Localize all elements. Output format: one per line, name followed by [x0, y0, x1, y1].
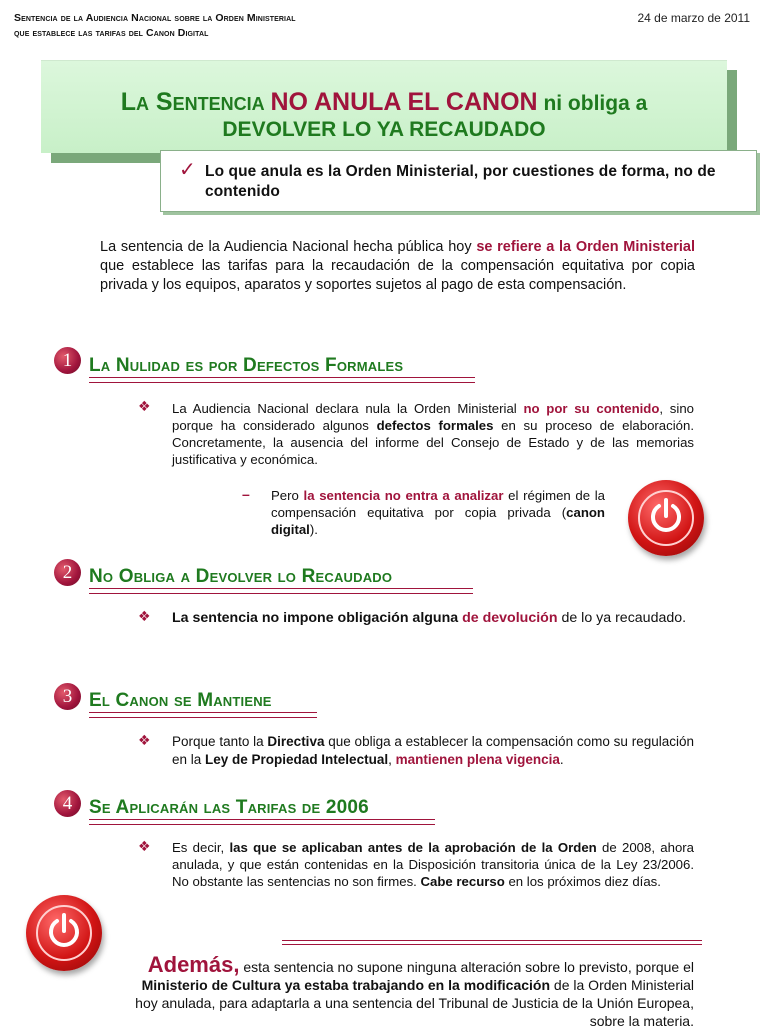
section-title-2: No Obliga a Devolver lo Recaudado — [89, 566, 393, 587]
diamond-bullet-icon: ❖ — [138, 608, 151, 624]
s1-sub-a: Pero — [271, 488, 304, 503]
s3-text-e: , — [388, 752, 396, 767]
header-date: 24 de marzo de 2011 — [637, 11, 750, 25]
footer-text-c: de la Orden Ministerial hoy anulada, para adaptarla a una sentencia del Tribunal de Justicia de la Unión Europea, sobre la materia. — [135, 977, 694, 1029]
section-number-2: 2 — [54, 559, 81, 586]
section-underline-1 — [89, 377, 475, 383]
headline-line2: DEVOLVER LO YA RECAUDADO — [222, 118, 546, 141]
s4-text-d: Cabe recurso — [420, 874, 505, 889]
document-header — [14, 11, 296, 41]
section-number-1: 1 — [54, 347, 81, 374]
s1-text-d: defectos formales — [376, 418, 494, 433]
headline-part1: La Sentencia — [120, 88, 265, 116]
section-title-4: Se Aplicarán las Tarifas de 2006 — [89, 797, 369, 818]
s1-text-a: La Audiencia Nacional declara nula la Orden Ministerial — [172, 401, 524, 416]
s1-text-e: en su proceso de elaboración. Concretamente, la ausencia del informe del Consejo de Estado y de las memorias justificativa y económica. — [172, 418, 694, 467]
headline-part3: ni obliga a — [543, 92, 648, 115]
section-title-1: La Nulidad es por Defectos Formales — [89, 355, 404, 376]
footer-text-a: esta sentencia no supone ninguna alteración sobre lo previsto, porque el — [239, 959, 694, 975]
s1-sub-c: el régimen de la compensación equitativa por copia privada ( — [271, 488, 605, 520]
section-4-paragraph — [172, 839, 694, 890]
intro-paragraph — [100, 238, 695, 295]
section-1-subparagraph — [271, 487, 605, 538]
s2-text-a: La sentencia no impone obligación alguna — [172, 610, 463, 626]
intro-text-a: La sentencia de la Audiencia Nacional hecha pública hoy — [100, 239, 477, 255]
s4-text-e: en los próximos diez días. — [504, 874, 661, 889]
section-underline-4 — [89, 819, 435, 825]
section-2-paragraph — [172, 609, 694, 627]
diamond-bullet-icon: ❖ — [138, 732, 151, 748]
s1-text-b: no por su contenido — [523, 401, 660, 416]
header-title-line1: Sentencia de la Audiencia Nacional sobre la Orden Ministerial — [14, 12, 296, 24]
headline-part2: NO ANULA EL CANON — [270, 88, 538, 116]
subheadline-text: Lo que anula es la Orden Ministerial, por cuestiones de forma, no de contenido — [205, 163, 716, 200]
section-1-paragraph — [172, 400, 694, 468]
footer-divider — [282, 940, 702, 945]
section-number-4: 4 — [54, 790, 81, 817]
diamond-bullet-icon: ❖ — [138, 398, 151, 414]
s2-text-c: de lo ya recaudado. — [557, 610, 687, 626]
power-button-icon — [26, 895, 102, 971]
intro-text-b: se refiere a la Orden Ministerial — [476, 239, 695, 255]
section-underline-3 — [89, 712, 317, 718]
s1-sub-b: la sentencia no entra a analizar — [303, 488, 504, 503]
section-3-paragraph — [172, 733, 694, 769]
s3-text-g: . — [559, 752, 564, 767]
s3-text-d: Ley de Propiedad Intelectual — [205, 752, 389, 767]
footer-text-b: Ministerio de Cultura ya estaba trabajando en la modificación — [141, 977, 551, 993]
power-button-icon — [628, 480, 704, 556]
s3-text-c: que obliga a establecer la compensación como su regulación en la — [172, 734, 694, 767]
s3-text-f: mantienen plena vigencia — [395, 752, 560, 767]
s4-text-c: de 2008, ahora anulada, y que están contenidas en la Disposición transitoria única de la Ley 23/2006. No obstante las sentencias no son firmes. — [172, 840, 694, 889]
footer-paragraph — [134, 952, 694, 1030]
s4-text-b: las que se aplicaban antes de la aprobación de la Orden — [229, 840, 597, 855]
s4-text-a: Es decir, — [172, 840, 230, 855]
subheadline-box — [160, 150, 757, 212]
s3-text-b: Directiva — [267, 734, 325, 749]
headline-title — [41, 89, 727, 143]
section-title-3: El Canon se Mantiene — [89, 690, 272, 711]
s1-text-c: , sino porque ha considerado algunos — [172, 401, 694, 433]
dash-bullet-icon: – — [242, 486, 250, 502]
s3-text-a: Porque tanto la — [172, 734, 268, 749]
header-title-line2: que establece las tarifas del Canon Digital — [14, 27, 209, 39]
s1-sub-e: ). — [309, 522, 318, 537]
footer-lead: Además, — [147, 952, 240, 977]
section-underline-2 — [89, 588, 473, 594]
intro-text-c: que establece las tarifas para la recaudación de la compensación equitativa por copia privada y los equipos, aparatos y soportes sujetos al pago de esta compensación. — [100, 258, 695, 293]
diamond-bullet-icon: ❖ — [138, 838, 151, 854]
s2-text-b: de devolución — [462, 610, 558, 626]
s1-sub-d: canon digital — [271, 505, 605, 537]
section-number-3: 3 — [54, 683, 81, 710]
headline-banner — [41, 60, 727, 153]
checkmark-icon: ✓ — [179, 159, 196, 181]
